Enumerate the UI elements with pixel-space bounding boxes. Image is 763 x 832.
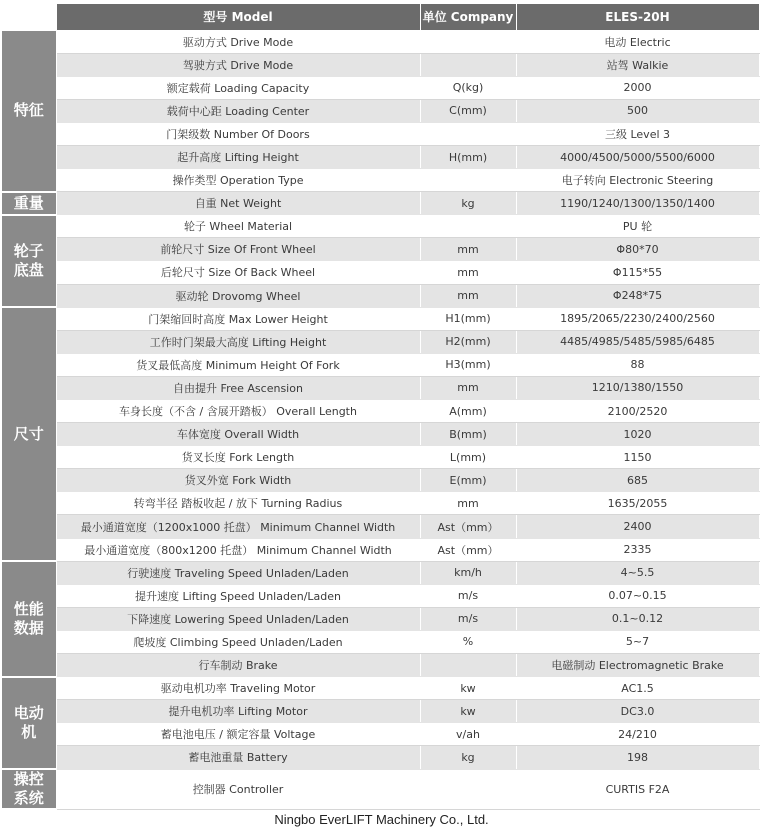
spec-name: 车身长度（不含 / 含展开踏板） Overall Length	[56, 400, 420, 423]
spec-name: 货叉长度 Fork Length	[56, 446, 420, 469]
spec-name: 行驶速度 Traveling Speed Unladen/Laden	[56, 561, 420, 584]
spec-value: 1635/2055	[516, 492, 759, 515]
spec-value: 1210/1380/1550	[516, 376, 759, 399]
table-row	[2, 169, 759, 192]
table-row	[2, 238, 759, 261]
spec-unit: m/s	[420, 607, 516, 630]
spec-value: 198	[516, 746, 759, 769]
spec-unit: C(mm)	[420, 99, 516, 122]
spec-name: 驱动电机功率 Traveling Motor	[56, 677, 420, 700]
table-row	[2, 353, 759, 376]
spec-value: 2335	[516, 538, 759, 561]
spec-value: 500	[516, 99, 759, 122]
group-label: 尺寸	[13, 424, 44, 443]
spec-name: 后轮尺寸 Size Of Back Wheel	[56, 261, 420, 284]
group-label-cell	[2, 677, 56, 769]
spec-name: 提升电机功率 Lifting Motor	[56, 700, 420, 723]
table-row	[2, 76, 759, 99]
spec-name: 爬坡度 Climbing Speed Unladen/Laden	[56, 630, 420, 653]
table-row	[2, 584, 759, 607]
table-row	[2, 330, 759, 353]
group-label: 重量	[13, 193, 44, 212]
spec-value: 电动 Electric	[516, 30, 759, 53]
spec-value: AC1.5	[516, 677, 759, 700]
table-row	[2, 654, 759, 677]
group-label-cell	[2, 215, 56, 307]
spec-unit	[420, 769, 516, 809]
spec-name: 下降速度 Lowering Speed Unladen/Laden	[56, 607, 420, 630]
table-row	[2, 215, 759, 238]
spec-name: 最小通道宽度（1200x1000 托盘） Minimum Channel Width	[56, 515, 420, 538]
spec-name: 操作类型 Operation Type	[56, 169, 420, 192]
group-label: 特征	[13, 101, 44, 120]
table-row	[2, 99, 759, 122]
spec-value: 1020	[516, 423, 759, 446]
spec-value: 站驾 Walkie	[516, 53, 759, 76]
header-corner	[2, 4, 56, 30]
spec-unit: H(mm)	[420, 145, 516, 168]
header-model-label: 型号 Model	[56, 4, 420, 30]
spec-name: 工作时门架最大高度 Lifting Height	[56, 330, 420, 353]
spec-name: 控制器 Controller	[56, 769, 420, 809]
company-footer: Ningbo EverLIFT Machinery Co., Ltd.	[274, 812, 489, 827]
spec-name: 前轮尺寸 Size Of Front Wheel	[56, 238, 420, 261]
spec-name: 最小通道宽度（800x1200 托盘） Minimum Channel Width	[56, 538, 420, 561]
spec-value: Φ115*55	[516, 261, 759, 284]
spec-unit: mm	[420, 492, 516, 515]
table-row	[2, 769, 759, 809]
spec-name: 驱动轮 Drovomg Wheel	[56, 284, 420, 307]
spec-unit	[420, 53, 516, 76]
spec-unit: mm	[420, 284, 516, 307]
table-row	[2, 261, 759, 284]
spec-unit: mm	[420, 261, 516, 284]
spec-unit	[420, 169, 516, 192]
table-row	[2, 561, 759, 584]
spec-value: Φ248*75	[516, 284, 759, 307]
spec-unit: H2(mm)	[420, 330, 516, 353]
table-row	[2, 145, 759, 168]
group-label-cell	[2, 307, 56, 561]
spec-name: 载荷中心距 Loading Center	[56, 99, 420, 122]
spec-value: PU 轮	[516, 215, 759, 238]
spec-unit: kg	[420, 746, 516, 769]
spec-unit	[420, 122, 516, 145]
spec-value: 2000	[516, 76, 759, 99]
group-label-cell	[2, 561, 56, 676]
spec-value: Φ80*70	[516, 238, 759, 261]
table-header-row	[2, 4, 759, 30]
spec-unit: H1(mm)	[420, 307, 516, 330]
spec-value: 1190/1240/1300/1350/1400	[516, 192, 759, 215]
spec-unit: km/h	[420, 561, 516, 584]
spec-unit: B(mm)	[420, 423, 516, 446]
spec-value: 4485/4985/5485/5985/6485	[516, 330, 759, 353]
spec-value: 1895/2065/2230/2400/2560	[516, 307, 759, 330]
spec-name: 蓄电池重量 Battery	[56, 746, 420, 769]
group-label-cell	[2, 192, 56, 215]
group-label: 操控系统	[13, 770, 44, 807]
table-row	[2, 538, 759, 561]
table-row	[2, 122, 759, 145]
spec-value: 88	[516, 353, 759, 376]
spec-value: 24/210	[516, 723, 759, 746]
spec-name: 提升速度 Lifting Speed Unladen/Laden	[56, 584, 420, 607]
spec-sheet	[2, 4, 759, 810]
spec-name: 货叉外宽 Fork Width	[56, 469, 420, 492]
spec-unit: L(mm)	[420, 446, 516, 469]
table-row	[2, 400, 759, 423]
spec-name: 门架级数 Number Of Doors	[56, 122, 420, 145]
table-row	[2, 723, 759, 746]
spec-name: 车体宽度 Overall Width	[56, 423, 420, 446]
spec-value: 0.1~0.12	[516, 607, 759, 630]
table-row	[2, 677, 759, 700]
table-row	[2, 376, 759, 399]
header-model-value: ELES-20H	[516, 4, 759, 30]
spec-name: 货叉最低高度 Minimum Height Of Fork	[56, 353, 420, 376]
table-row	[2, 53, 759, 76]
spec-unit: kw	[420, 700, 516, 723]
spec-value: 685	[516, 469, 759, 492]
spec-value: 5~7	[516, 630, 759, 653]
table-row	[2, 307, 759, 330]
spec-value: CURTIS F2A	[516, 769, 759, 809]
table-row	[2, 746, 759, 769]
spec-unit	[420, 30, 516, 53]
spec-value: 电磁制动 Electromagnetic Brake	[516, 654, 759, 677]
table-row	[2, 630, 759, 653]
spec-name: 轮子 Wheel Material	[56, 215, 420, 238]
group-label: 轮子底盘	[13, 241, 44, 279]
spec-name: 自由提升 Free Ascension	[56, 376, 420, 399]
spec-value: DC3.0	[516, 700, 759, 723]
spec-name: 转弯半径 踏板收起 / 放下 Turning Radius	[56, 492, 420, 515]
group-label: 电动机	[13, 703, 44, 741]
spec-unit	[420, 654, 516, 677]
table-row	[2, 423, 759, 446]
spec-name: 驱动方式 Drive Mode	[56, 30, 420, 53]
spec-unit: kg	[420, 192, 516, 215]
spec-value: 4000/4500/5000/5500/6000	[516, 145, 759, 168]
spec-value: 4~5.5	[516, 561, 759, 584]
spec-value: 2100/2520	[516, 400, 759, 423]
table-row	[2, 492, 759, 515]
spec-name: 蓄电池电压 / 额定容量 Voltage	[56, 723, 420, 746]
table-row	[2, 30, 759, 53]
spec-unit: v/ah	[420, 723, 516, 746]
spec-name: 门架缩回时高度 Max Lower Height	[56, 307, 420, 330]
spec-value: 0.07~0.15	[516, 584, 759, 607]
spec-unit: m/s	[420, 584, 516, 607]
spec-name: 额定载荷 Loading Capacity	[56, 76, 420, 99]
spec-unit: Ast（mm）	[420, 515, 516, 538]
table-row	[2, 192, 759, 215]
spec-unit: %	[420, 630, 516, 653]
spec-value: 1150	[516, 446, 759, 469]
header-unit-label: 单位 Company	[420, 4, 516, 30]
spec-value: 2400	[516, 515, 759, 538]
spec-unit	[420, 215, 516, 238]
spec-unit: mm	[420, 376, 516, 399]
spec-unit: H3(mm)	[420, 353, 516, 376]
group-label-cell	[2, 30, 56, 192]
spec-name: 行车制动 Brake	[56, 654, 420, 677]
group-label: 性能数据	[13, 599, 44, 637]
table-row	[2, 700, 759, 723]
table-row	[2, 284, 759, 307]
table-row	[2, 515, 759, 538]
spec-value: 电子转向 Electronic Steering	[516, 169, 759, 192]
table-row	[2, 607, 759, 630]
spec-unit: E(mm)	[420, 469, 516, 492]
spec-unit: kw	[420, 677, 516, 700]
table-row	[2, 469, 759, 492]
spec-unit: A(mm)	[420, 400, 516, 423]
spec-unit: Ast（mm）	[420, 538, 516, 561]
spec-table	[2, 4, 760, 810]
table-row	[2, 446, 759, 469]
spec-unit: Q(kg)	[420, 76, 516, 99]
group-label-cell	[2, 769, 56, 809]
spec-value: 三级 Level 3	[516, 122, 759, 145]
spec-unit: mm	[420, 238, 516, 261]
spec-table-body	[2, 30, 759, 809]
spec-name: 自重 Net Weight	[56, 192, 420, 215]
spec-name: 驾驶方式 Drive Mode	[56, 53, 420, 76]
spec-name: 起升高度 Lifting Height	[56, 145, 420, 168]
